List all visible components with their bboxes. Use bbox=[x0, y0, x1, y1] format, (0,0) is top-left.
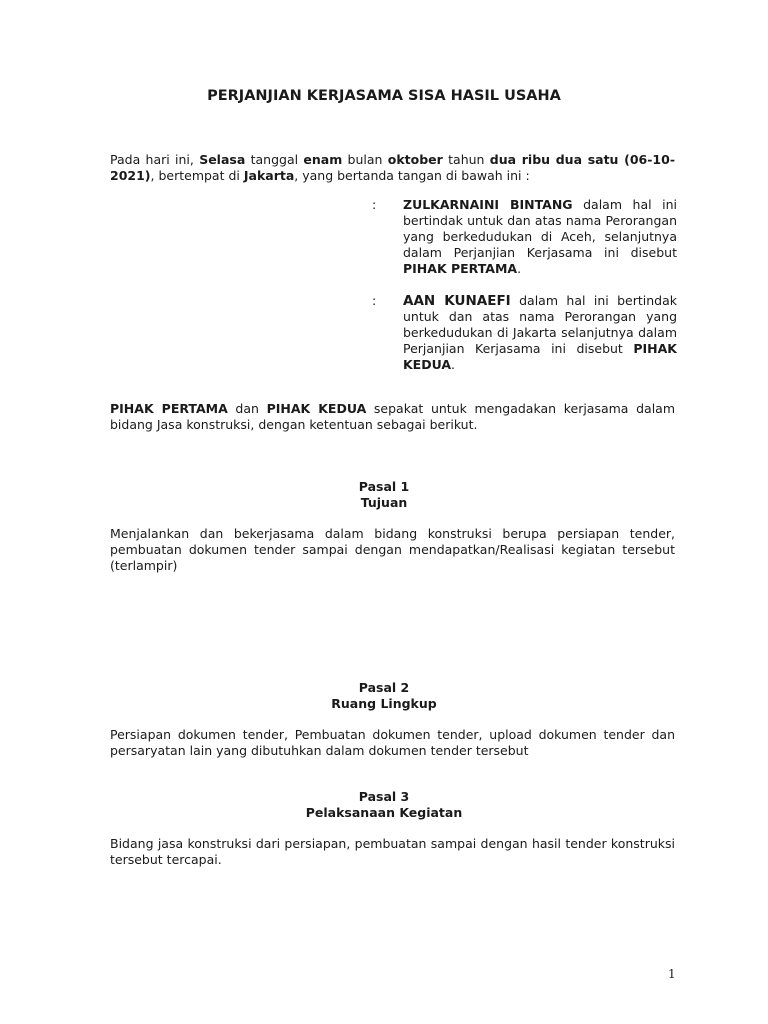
pasal-2-number: Pasal 2 bbox=[358, 680, 410, 695]
party-second-end: . bbox=[451, 357, 456, 372]
opening-text-1: Pada hari ini, bbox=[110, 152, 200, 167]
opening-month: oktober bbox=[387, 152, 443, 167]
opening-date: enam bbox=[303, 152, 343, 167]
page-number: 1 bbox=[668, 967, 676, 981]
opening-text-2: tanggal bbox=[245, 152, 304, 167]
pasal-3-number: Pasal 3 bbox=[358, 789, 410, 804]
agreement-text-2: sepakat untuk mengadakan kerjasama dalam bidang Jasa konstruksi, dengan ketentuan sebagai berikut. bbox=[110, 401, 676, 432]
pasal-2-title: Ruang Lingkup bbox=[331, 696, 437, 711]
party-first-role: PIHAK PERTAMA bbox=[403, 261, 518, 276]
pasal-1-text: Menjalankan dan bekerjasama dalam bidang konstruksi berupa persiapan tender, pembuatan dokumen tender sampai dengan mendapatkan/Realisasi kegiatan tersebut (terlampir) bbox=[110, 526, 675, 573]
party-first-colon: : bbox=[372, 197, 377, 212]
pasal-3-title: Pelaksanaan Kegiatan bbox=[305, 805, 463, 820]
party-second-body bbox=[403, 293, 677, 373]
agreement-text-1: dan bbox=[227, 401, 267, 416]
party-second-text: dalam hal ini bertindak untuk dan atas nama Perorangan yang berkedudukan di Jakarta selanjutnya dalam Perjanjian Kerjasama ini disebut bbox=[403, 293, 677, 356]
party-second-role: PIHAK KEDUA bbox=[403, 341, 677, 372]
opening-text-4: tahun bbox=[442, 152, 490, 167]
party-first-end: . bbox=[517, 261, 522, 276]
pasal-2-text: Persiapan dokumen tender, Pembuatan dokumen tender, upload dokumen tender dan persaryatan lain yang dibutuhkan dalam dokumen tender tersebut bbox=[110, 727, 675, 758]
agreement-party-second: PIHAK KEDUA bbox=[266, 401, 367, 416]
opening-text-6: , yang bertanda tangan di bawah ini : bbox=[294, 168, 530, 183]
party-second-colon: : bbox=[372, 293, 377, 308]
opening-text-3: bulan bbox=[342, 152, 388, 167]
pasal-1-number: Pasal 1 bbox=[358, 479, 410, 494]
opening-place: Jakarta bbox=[243, 168, 295, 183]
party-second-name: AAN KUNAEFI bbox=[403, 293, 511, 309]
party-first-name: ZULKARNAINI BINTANG bbox=[403, 197, 573, 212]
party-first-text: dalam hal ini bertindak untuk dan atas nama Perorangan yang berkedudukan di Aceh, selanjutnya dalam Perjanjian Kerjasama ini disebut bbox=[403, 197, 678, 260]
document-title: PERJANJIAN KERJASAMA SISA HASIL USAHA bbox=[207, 88, 561, 104]
opening-paragraph bbox=[110, 152, 675, 184]
party-first-body bbox=[403, 197, 677, 277]
agreement-party-first: PIHAK PERTAMA bbox=[110, 401, 228, 416]
opening-text-5: , bertempat di bbox=[150, 168, 244, 183]
opening-year: dua ribu dua satu (06-10-2021) bbox=[110, 152, 676, 183]
pasal-1-title: Tujuan bbox=[360, 495, 408, 510]
pasal-3-text: Bidang jasa konstruksi dari persiapan, pembuatan sampai dengan hasil tender konstruksi tersebut tercapai. bbox=[110, 836, 675, 867]
opening-day: Selasa bbox=[199, 152, 246, 167]
agreement-paragraph bbox=[110, 401, 675, 433]
